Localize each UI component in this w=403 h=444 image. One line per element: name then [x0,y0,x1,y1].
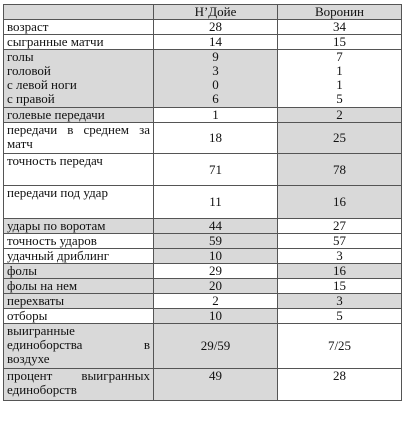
header-player-ndoye: Н’Дойе [154,5,278,20]
voronin-value-cell [278,50,402,108]
table-row [4,294,402,309]
stat-value: 14 [209,34,222,49]
stat-value: 2 [336,107,343,122]
stat-label-line: голевые передачи [7,107,105,122]
stat-value: 20 [209,278,222,293]
stat-value: 16 [333,194,346,209]
voronin-value-cell [278,369,402,401]
stat-value: 5 [336,91,343,106]
stat-value: 3 [212,63,219,78]
stat-value: 44 [209,218,222,233]
stat-label-line: фолы [7,263,37,278]
ndoye-value-cell [154,186,278,219]
voronin-value-cell [278,294,402,309]
stat-value: 1 [212,107,219,122]
table-row [4,123,402,154]
stat-value: 78 [333,161,346,177]
voronin-value-cell [278,234,402,249]
stat-value: 29 [209,263,222,278]
stat-label-line: матч [7,136,33,151]
stat-label-line: удачный дриблинг [7,248,110,263]
stat-label-line: выигранные [7,323,75,338]
table-row [4,369,402,401]
table-row [4,264,402,279]
ndoye-value-cell [154,154,278,186]
stat-value: 29/59 [200,338,231,353]
stat-value: 0 [212,77,219,92]
stat-label-line: точность ударов [7,233,97,248]
table-row [4,154,402,186]
stat-label-line: с левой ноги [7,77,77,92]
voronin-value-cell [278,219,402,234]
stat-label-cell [4,294,154,309]
voronin-value-cell [278,186,402,219]
stat-label-cell [4,50,154,108]
stat-label-line: точность передач [7,153,103,168]
stat-label-line: единоборств [7,382,77,397]
table-row [4,35,402,50]
stat-value: 7 [336,49,343,64]
table-row [4,309,402,324]
stat-label-cell [4,279,154,294]
stat-label-cell [4,219,154,234]
stat-value: 16 [333,263,346,278]
ndoye-value-cell [154,369,278,401]
table-row [4,219,402,234]
stat-value: 25 [333,130,346,145]
stat-value: 10 [209,308,222,323]
voronin-value-cell [278,324,402,369]
stat-value: 10 [209,248,222,263]
table-row [4,279,402,294]
ndoye-value-cell [154,123,278,154]
voronin-value-cell [278,108,402,123]
header-blank-cell [4,5,154,20]
stat-value: 1 [336,63,343,78]
voronin-value-cell [278,309,402,324]
stat-value: 15 [333,278,346,293]
ndoye-value-cell [154,324,278,369]
stat-label-cell [4,20,154,35]
stat-label-line: единоборства в [7,337,150,352]
stat-label-cell [4,309,154,324]
stat-label-line: отборы [7,308,48,323]
stat-label-line: голы [7,49,34,64]
voronin-value-cell [278,249,402,264]
stat-value: 2 [212,293,219,308]
voronin-value-cell [278,279,402,294]
table-body [4,20,402,401]
stat-value: 28 [333,368,346,383]
ndoye-value-cell [154,249,278,264]
header-player-voronin: Воронин [278,5,402,20]
stat-value: 59 [209,233,222,248]
stat-label-cell [4,35,154,50]
ndoye-value-cell [154,108,278,123]
voronin-value-cell [278,20,402,35]
table-row [4,186,402,219]
stat-label-line: головой [7,63,51,78]
stat-label-line: перехваты [7,293,65,308]
stat-value: 7/25 [327,338,352,353]
stat-label-line: фолы на нем [7,278,78,293]
stat-label-cell [4,324,154,369]
ndoye-value-cell [154,35,278,50]
ndoye-value-cell [154,234,278,249]
table-row [4,324,402,369]
voronin-value-cell [278,264,402,279]
stat-label-cell [4,249,154,264]
table-row [4,249,402,264]
stat-value: 5 [336,308,343,323]
stat-value: 6 [212,91,219,106]
stat-value: 18 [209,130,222,145]
stat-label-cell [4,186,154,219]
stat-label-line: удары по воротам [7,218,106,233]
table-row [4,234,402,249]
ndoye-value-cell [154,279,278,294]
comparison-table [3,4,402,401]
stat-value: 9 [212,49,219,64]
stat-label-line: передачи под удар [7,185,108,200]
stat-value: 3 [336,248,343,263]
stat-label-line: с правой [7,91,55,106]
ndoye-value-cell [154,264,278,279]
stat-value: 1 [336,77,343,92]
voronin-value-cell [278,35,402,50]
table-row [4,108,402,123]
stat-value: 27 [333,218,346,233]
table-row [4,20,402,35]
ndoye-value-cell [154,294,278,309]
stat-value: 15 [333,34,346,49]
stat-value: 11 [209,194,222,209]
stat-value: 3 [336,293,343,308]
stat-label-cell [4,234,154,249]
stat-label-cell [4,369,154,401]
stat-value: 34 [333,19,346,34]
stat-label-line: сыгранные матчи [7,34,104,49]
stat-label-cell [4,154,154,186]
ndoye-value-cell [154,219,278,234]
stat-value: 57 [333,233,346,248]
stat-label-line: передачи в среднем за [7,122,150,137]
stat-label-line: процент выигранных [7,368,150,383]
header-row [4,5,402,20]
voronin-value-cell [278,123,402,154]
stat-label-line: воздухе [7,351,50,366]
stat-label-line: возраст [7,19,49,34]
stat-label-cell [4,264,154,279]
ndoye-value-cell [154,20,278,35]
stat-value: 49 [209,368,222,383]
table-row [4,50,402,108]
stat-value: 28 [209,19,222,34]
stat-label-cell [4,108,154,123]
ndoye-value-cell [154,50,278,108]
ndoye-value-cell [154,309,278,324]
voronin-value-cell [278,154,402,186]
stat-value: 71 [209,161,222,177]
stat-label-cell [4,123,154,154]
